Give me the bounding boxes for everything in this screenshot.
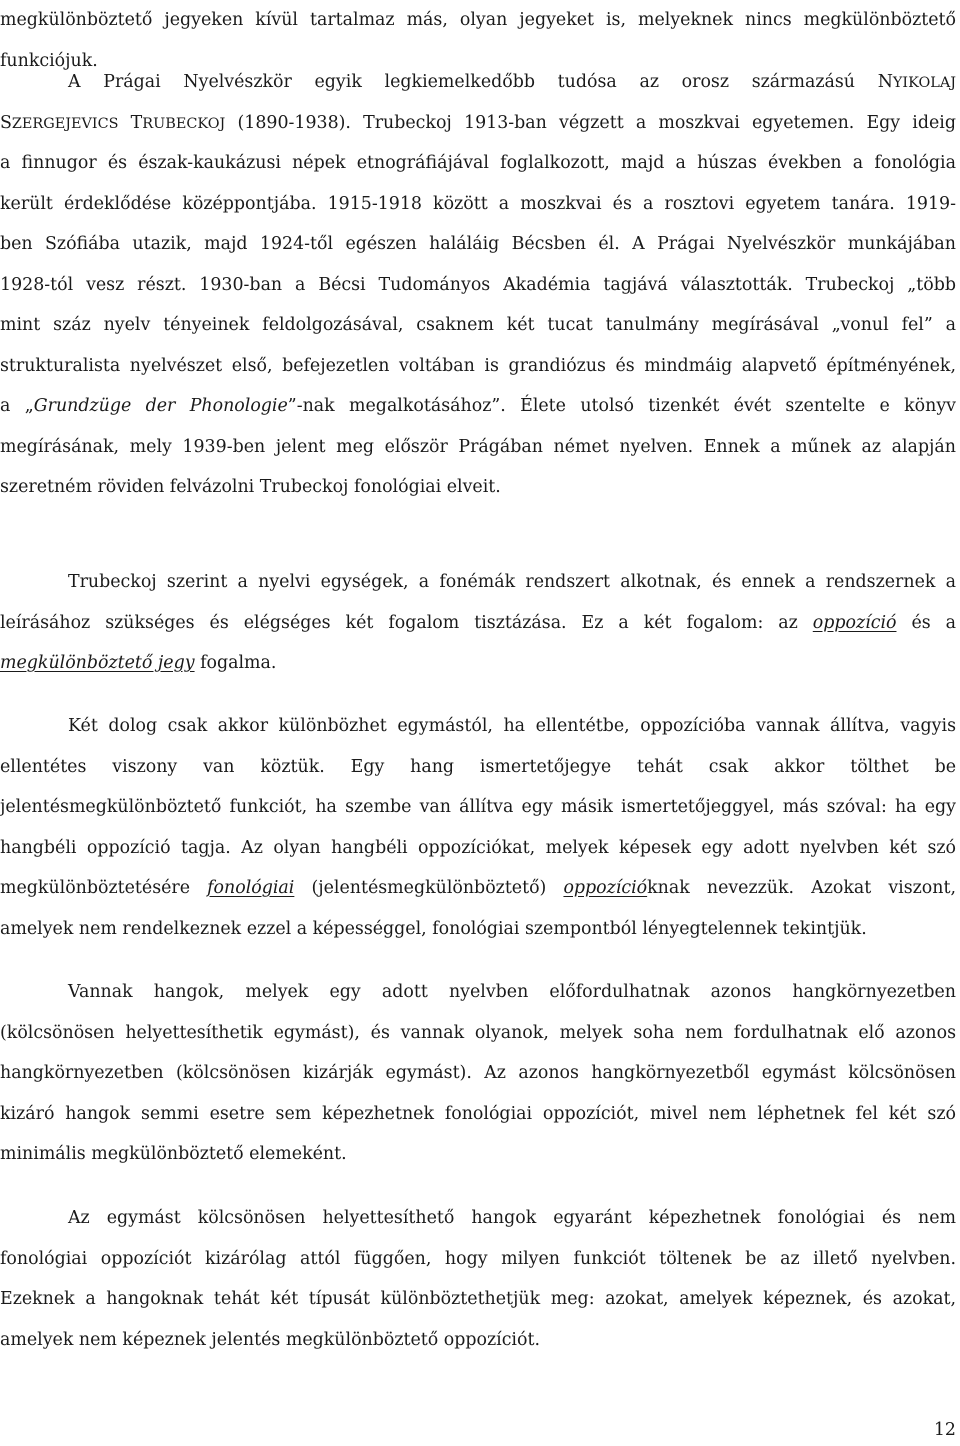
text-run: Ezeknek a hangoknak tehát két típusát különböztethetjük meg: azokat, amelyek képeznek, és azokat, — [0, 1289, 956, 1309]
text-line — [0, 0, 956, 41]
text-run: ellentétes viszony van köztük. Egy hang ismertetőjegye tehát csak akkor tölthet be — [0, 756, 956, 777]
text-run: (1890-1938). Trubeckoj 1913-ban végzett a moszkvai egyetemen. Egy ideig — [225, 112, 956, 133]
term-distinctive-feature: megkülönböztető jegy — [0, 653, 195, 673]
text-run: megkülönböztető jegyeken kívül tartalmaz más, olyan jegyeket is, melyeknek nincs megkülönböztető — [0, 10, 956, 30]
text-run: hangkörnyezetben (kölcsönösen kizárják egymást). Az azonos hangkörnyezetből egymást kölcsönösen — [0, 1063, 956, 1083]
text-run: ”-nak megalkotásához”. Élete utolsó tizenkét évét szentelte e könyv — [287, 396, 956, 416]
text-run: jelentésmegkülönböztető funkciót, ha szembe van állítva egy másik ismertetőjeggyel, más szóval: ha egy — [0, 797, 956, 817]
text-line — [0, 143, 956, 184]
text-line — [0, 386, 956, 427]
text-run: került érdeklődése középpontjába. 1915-1918 között a moszkvai és a rosztovi egyetem tanára. 1919- — [0, 193, 956, 214]
text-run: fogalma. — [194, 653, 277, 673]
text-line — [0, 1094, 956, 1135]
term-opposition: oppozíció — [563, 878, 648, 898]
text-run: megkülönböztetésére — [0, 878, 208, 898]
small-caps-run: YIKOLAJ — [892, 75, 956, 91]
text-run: kizáró hangok semmi esetre sem képezhetnek fonológiai oppozíciót, mivel nem léphetnek fel két szó — [0, 1103, 956, 1124]
text-run: szeretném röviden felvázolni Trubeckoj fonológiai elveit. — [0, 477, 501, 497]
term-phonological: fonológiai — [207, 878, 295, 898]
text-run: A Prágai Nyelvészkör egyik legkiemelkedőbb tudósa az orosz származású N — [68, 72, 893, 92]
text-line — [0, 265, 956, 306]
text-run: mint száz nyelv tényeinek feldolgozásával, csaknem két tucat tanulmány megírásával „vonul fel” a — [0, 315, 956, 335]
text-run: minimális megkülönböztető elemeként. — [0, 1144, 347, 1164]
paragraph-opposition — [0, 706, 956, 949]
text-run: (jelentésmegkülönböztető) — [294, 878, 564, 898]
paragraph-substitutable-sounds — [0, 1198, 956, 1360]
text-run: knak nevezzük. Azokat viszont, — [647, 878, 956, 898]
text-line — [0, 603, 956, 644]
text-run: Trubeckoj szerint a nyelvi egységek, a fonémák rendszert alkotnak, és ennek a rendszernek a — [68, 572, 956, 592]
italic-book-title: Grundzüge der Phonologie — [33, 396, 288, 416]
text-run: a finnugor és észak-kaukázusi népek etnográfiájával foglalkozott, majd a húszas években a fonológia — [0, 153, 956, 173]
text-line — [0, 1239, 956, 1280]
text-run: strukturalista nyelvészet első, befejezetlen voltában is grandiózus és mindmáig alapvető építményének, — [0, 355, 956, 376]
text-line — [0, 305, 956, 346]
text-line — [0, 184, 956, 225]
text-line — [0, 643, 956, 684]
text-line — [0, 562, 956, 603]
text-line — [0, 787, 956, 828]
text-run: (kölcsönösen helyettesíthetik egymást), és vannak olyanok, melyek soha nem fordulhatnak elő azonos — [0, 1022, 956, 1043]
text-line — [0, 103, 956, 144]
text-run: 1928-tól vesz részt. 1930-ban a Bécsi Tudományos Akadémia tagjává választották. Trubeckoj „több — [0, 274, 956, 295]
text-line — [0, 346, 956, 387]
text-run: Két dolog csak akkor különbözhet egymástól, ha ellentétbe, oppozícióba vannak állítva, vagyis — [68, 716, 956, 736]
text-line — [0, 868, 956, 909]
text-line — [0, 1279, 956, 1320]
text-run: fonológiai oppozíciót kizárólag attól függően, hogy milyen funkciót töltenek be az illető nyelvben. — [0, 1248, 956, 1269]
term-opposition: oppozíció — [812, 612, 897, 633]
text-line — [0, 467, 956, 508]
text-run: amelyek nem rendelkeznek ezzel a képességgel, fonológiai szempontból lényegtelennek tekintjük. — [0, 918, 867, 939]
text-run: megírásának, mely 1939-ben jelent meg először Prágában német nyelven. Ennek a műnek az alapján — [0, 436, 956, 457]
text-run: leírásához szükséges és elégséges két fogalom tisztázása. Ez a két fogalom: az — [0, 612, 813, 633]
small-caps-run: ZERGEJEVICS — [11, 115, 119, 132]
text-line — [0, 1320, 956, 1361]
text-run: amelyek nem képeznek jelentés megkülönböztető oppozíciót. — [0, 1329, 540, 1350]
paragraph-phonemes-system — [0, 562, 956, 684]
text-line — [0, 1198, 956, 1239]
text-run: funkciójuk. — [0, 50, 98, 71]
text-line — [0, 1013, 956, 1054]
text-line — [0, 747, 956, 788]
text-line — [0, 828, 956, 869]
text-line — [0, 1134, 956, 1175]
small-caps-run: RUBECKOJ — [142, 115, 226, 132]
text-run: T — [118, 112, 143, 133]
page-number: 12 — [933, 1420, 956, 1440]
text-run: és a — [896, 612, 957, 633]
text-line — [0, 62, 956, 103]
paragraph-sound-environment — [0, 972, 956, 1175]
text-line — [0, 706, 956, 747]
text-line — [0, 909, 956, 950]
text-line — [0, 1053, 956, 1094]
paragraph-trubeckoj-biography — [0, 62, 956, 508]
text-line — [0, 972, 956, 1013]
text-run: a „ — [0, 396, 34, 416]
text-line — [0, 427, 956, 468]
text-run: Az egymást kölcsönösen helyettesíthető hangok egyaránt képezhetnek fonológiai és nem — [68, 1208, 956, 1228]
text-run: S — [0, 112, 12, 133]
text-run: ben Szófiába utazik, majd 1924-től egészen haláláig Bécsben él. A Prágai Nyelvészkör munkájában — [0, 234, 956, 254]
text-run: hangbéli oppozíció tagja. Az olyan hangbéli oppozíciókat, melyek képesek egy adott nyelvben két szó — [0, 837, 956, 858]
text-line — [0, 224, 956, 265]
text-run: Vannak hangok, melyek egy adott nyelvben előfordulhatnak azonos hangkörnyezetben — [68, 982, 956, 1002]
